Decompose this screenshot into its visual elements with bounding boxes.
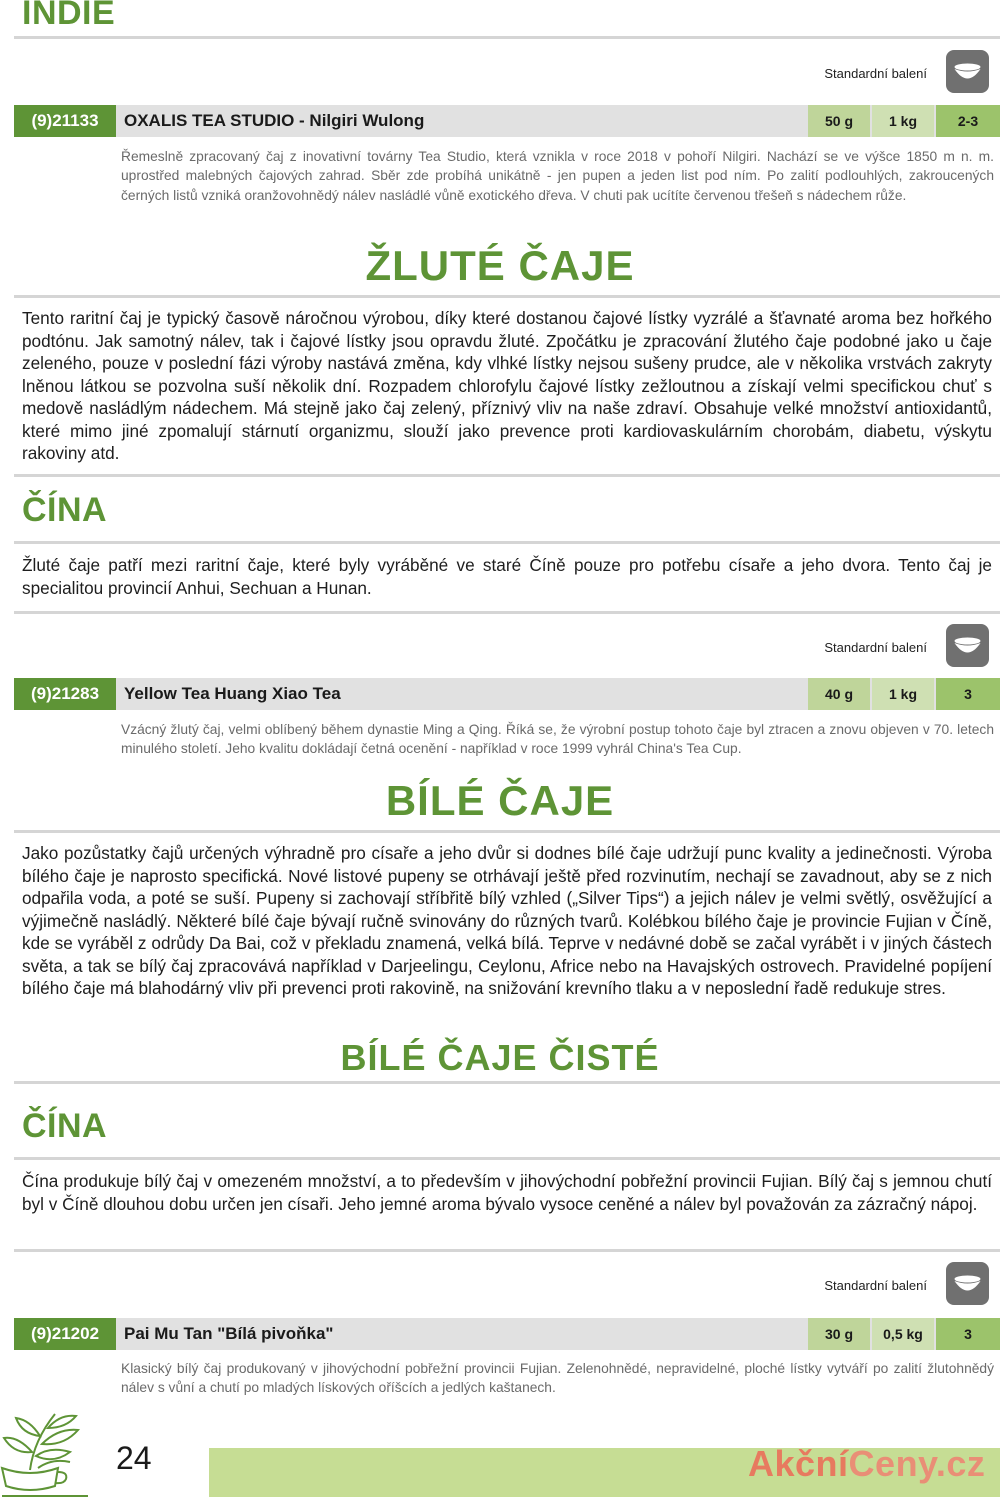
tea-bowl-icon <box>946 1262 989 1305</box>
product-pack-size: 1 kg <box>872 678 934 710</box>
product-pack-size: 1 kg <box>872 105 934 137</box>
region-heading-india: INDIE <box>22 0 116 32</box>
divider <box>14 1249 1000 1252</box>
logo-part-1: Akční <box>748 1443 849 1484</box>
product-name: Pai Mu Tan "Bílá pivoňka" <box>124 1324 334 1343</box>
standard-pack-label: Standardní balení <box>824 640 927 655</box>
page-number: 24 <box>116 1440 152 1476</box>
divider <box>14 1081 1000 1084</box>
product-row <box>14 678 1000 710</box>
product-weight: 30 g <box>808 1318 870 1350</box>
region-heading-china: ČÍNA <box>22 1107 108 1145</box>
product-description: Vzácný žlutý čaj, velmi oblíbený během dynastie Ming a Qing. Říká se, že výrobní postup tohoto čaje byl ztracen a znovu objeven v 70. letech minulého století. Jeho kvalitu dokládají četná ocenění - například v roce 1999 vyhrál China's Tea Cup. <box>121 722 994 757</box>
product-weight: 40 g <box>808 678 870 710</box>
tea-cup-leaves-icon <box>0 1410 90 1502</box>
divider <box>14 295 1000 298</box>
divider <box>14 541 1000 544</box>
divider <box>14 1157 1000 1160</box>
divider <box>14 611 1000 614</box>
logo-part-2: Ceny.cz <box>848 1443 986 1484</box>
product-code: (9)21283 <box>14 678 116 710</box>
product-pack-size: 0,5 kg <box>872 1318 934 1350</box>
yellow-tea-intro: Tento raritní čaj je typický časově náročnou výrobou, díky které dostanou čajové lístky vyzrálé a šťavnaté aroma bez hořkého podtónu. Jak samotný nálev, tak i čajové lístky jsou opravdu žluté. Zpočátku je zpracování žlutého čaje podobné jako u čaje zeleného, pouze v poslední fázi výroby nastává změna, kdy vlhké lístky nejsou sušeny prudce, ale v několika vrstvách zakryty lněnou látkou se pozvolna suší několik dní. Rozpadem chlorofylu čajové lístky zežloutnou a získají velmi specifickou chuť s medově nasládlým nádechem. Má stejně jako čaj zelený, příznivý vliv na naše zdraví. Obsahuje velké množství antioxidantů, které mimo jiné zpomalují stárnutí organizmu, slouží jako prevence proti kardiovaskulárním chorobám, diabetu, výskytu rakoviny atd. <box>22 308 992 463</box>
product-count: 3 <box>936 678 1000 710</box>
china-yellow-text: Žluté čaje patří mezi raritní čaje, které byly vyráběné ve staré Číně pouze pro potřebu císaře a jeho dvora. Tento čaj je specialitou provincií Anhui, Sechuan a Hunan. <box>22 555 992 598</box>
product-name: Yellow Tea Huang Xiao Tea <box>124 684 341 703</box>
product-row <box>14 105 1000 137</box>
product-row <box>14 1318 1000 1350</box>
region-heading-china: ČÍNA <box>22 491 108 529</box>
tea-bowl-icon <box>946 624 989 667</box>
divider <box>14 36 1000 39</box>
section-title-white-tea: BÍLÉ ČAJE <box>385 777 615 824</box>
product-description: Řemeslně zpracovaný čaj z inovativní továrny Tea Studio, která vznikla v roce 2018 v pohoří Nilgiri. Nachází se ve výšce 1850 m n. m. uprostřed malebných čajových zahrad. Sběr zde probíhá unikátně - jen pupen a jeden list pod ním. Po zalití podlouhlých, zakroucených černých listů vzniká oranžovohnědý nálev nasládlé vůně exotického dřeva. V chuti pak ucítíte červenou třešeň s nádechem růže. <box>121 149 994 203</box>
product-code: (9)21133 <box>14 105 116 137</box>
tea-bowl-icon <box>946 50 989 93</box>
product-count: 3 <box>936 1318 1000 1350</box>
product-count: 2-3 <box>936 105 1000 137</box>
divider <box>14 474 1000 477</box>
product-name: OXALIS TEA STUDIO - Nilgiri Wulong <box>124 111 425 130</box>
watermark-logo <box>748 1443 986 1484</box>
china-white-text: Čína produkuje bílý čaj v omezeném množství, a to především v jihovýchodní pobřežní provincii Fujian. Bílý čaj s jemnou chutí byl v Číně dlouhou dobu určen jen císaři. Jeho jemné aroma bývalo vysoce ceněné a nálev byl považován za zázračný nápoj. <box>22 1171 992 1214</box>
section-title-yellow-tea: ŽLUTÉ ČAJE <box>365 242 635 289</box>
standard-pack-label: Standardní balení <box>824 66 927 81</box>
product-code: (9)21202 <box>14 1318 116 1350</box>
standard-pack-label: Standardní balení <box>824 1278 927 1293</box>
white-tea-intro: Jako pozůstatky čajů určených výhradně pro císaře a jeho dvůr si dodnes bílé čaje udržují punc kvality a jedinečnosti. Výroba bílého čaje je naprosto specifická. Nové listové pupeny se otrhávají ještě před rozvinutím, nechají se zavadnout, aby se z nich odpařila voda, a poté se suší. Pupeny si zachovají stříbřitě bílý vzhled („Silver Tips“) a jejich nálev je velmi světlý, osvěžující a výjimečně nasládlý. Některé bílé čaje bývají ručně svinovány do různých tvarů. Kolébkou bílého čaje je provincie Fujian v Číně, kde se vyráběl z odrůdy Da Bai, což v překladu znamená, velká bílá. Teprve v nedávné době se začal vyrábět i v jiných částech světa, a tak se bílý čaj zpracovává například v Darjeelingu, Ceylonu, Africe nebo na Havajských ostrovech. Pravidelné popíjení bílého čaje má blahodárný vliv při prevenci proti rakovině, na snižování krevního tlaku a v neposlední řadě redukuje stres. <box>22 843 992 998</box>
product-weight: 50 g <box>808 105 870 137</box>
section-title-pure-white-tea: BÍLÉ ČAJE ČISTÉ <box>340 1037 660 1078</box>
product-description: Klasický bílý čaj produkovaný v jihovýchodní pobřežní provincii Fujian. Zelenohnědé, nepravidelné, ploché lístky vytváří po zalití žlutohnědý nálev s vůní a chutí po mladých lískových oříšcích a jedlých kaštanech. <box>121 1361 994 1396</box>
divider <box>14 830 1000 833</box>
